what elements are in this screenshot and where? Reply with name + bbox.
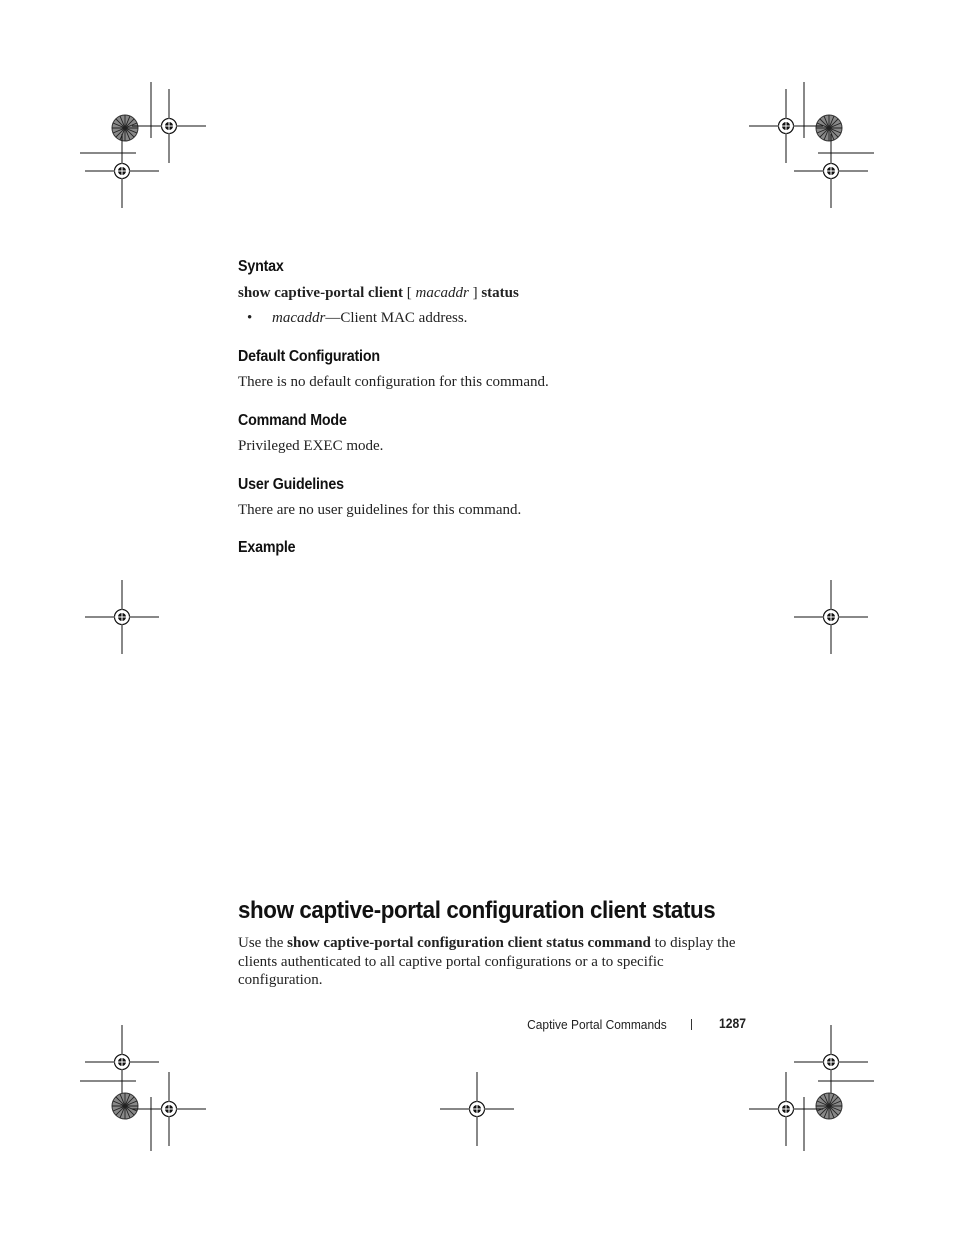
- page-number: 1287: [719, 1016, 747, 1031]
- syntax-section: [238, 258, 758, 328]
- intro-prefix: Use the: [238, 935, 288, 951]
- command-keywords: show captive-portal client: [238, 285, 403, 301]
- syntax-heading: Syntax: [238, 258, 284, 275]
- registration-mark: [85, 134, 159, 208]
- color-wheel-mark: [816, 115, 842, 141]
- parameter-bullet: [238, 309, 758, 328]
- intro-command-name: show captive-portal configuration client status command: [287, 935, 651, 951]
- command-mode-section: [238, 412, 758, 456]
- example-section: [238, 539, 758, 557]
- registration-mark: [794, 1025, 868, 1099]
- registration-mark: [794, 134, 868, 208]
- bullet-parameter: macaddr: [272, 310, 326, 326]
- command-parameter: macaddr: [415, 285, 469, 301]
- user-guidelines-section: [238, 476, 758, 520]
- registration-mark: [85, 580, 159, 654]
- color-wheel-mark: [112, 1093, 138, 1119]
- registration-mark: [132, 1072, 206, 1146]
- default-configuration-section: [238, 348, 758, 392]
- registration-mark: [85, 1025, 159, 1099]
- command-keyword-status: status: [481, 285, 519, 301]
- user-guidelines-heading: User Guidelines: [238, 476, 344, 493]
- user-guidelines-text: There are no user guidelines for this command.: [238, 502, 522, 518]
- registration-mark: [440, 1072, 514, 1146]
- registration-mark: [132, 89, 206, 163]
- optional-open-bracket: [: [406, 285, 412, 301]
- registration-mark: [749, 1072, 823, 1146]
- bullet-description: —Client MAC address.: [325, 310, 468, 326]
- registration-mark: [749, 89, 823, 163]
- command-mode-text: Privileged EXEC mode.: [238, 438, 384, 454]
- example-heading: Example: [238, 539, 296, 556]
- color-wheel-mark: [112, 115, 138, 141]
- color-wheel-mark: [816, 1093, 842, 1119]
- registration-mark: [794, 580, 868, 654]
- command-mode-heading: Command Mode: [238, 412, 347, 429]
- optional-close-bracket: ]: [472, 285, 478, 301]
- bullet-symbol: •: [247, 310, 253, 326]
- intro-suffix: to display the clients authenticated to all captive portal configurations or a to specific configuration.: [238, 935, 736, 988]
- command-title: show captive-portal configuration client status: [238, 897, 716, 924]
- command-intro: [238, 934, 738, 990]
- syntax-command-line: [238, 284, 758, 303]
- footer-section-name: Captive Portal Commands: [527, 1017, 667, 1032]
- default-configuration-text: There is no default configuration for this command.: [238, 374, 549, 390]
- page-footer: [0, 1015, 954, 1035]
- default-configuration-heading: Default Configuration: [238, 348, 380, 365]
- footer-divider: [691, 1019, 692, 1030]
